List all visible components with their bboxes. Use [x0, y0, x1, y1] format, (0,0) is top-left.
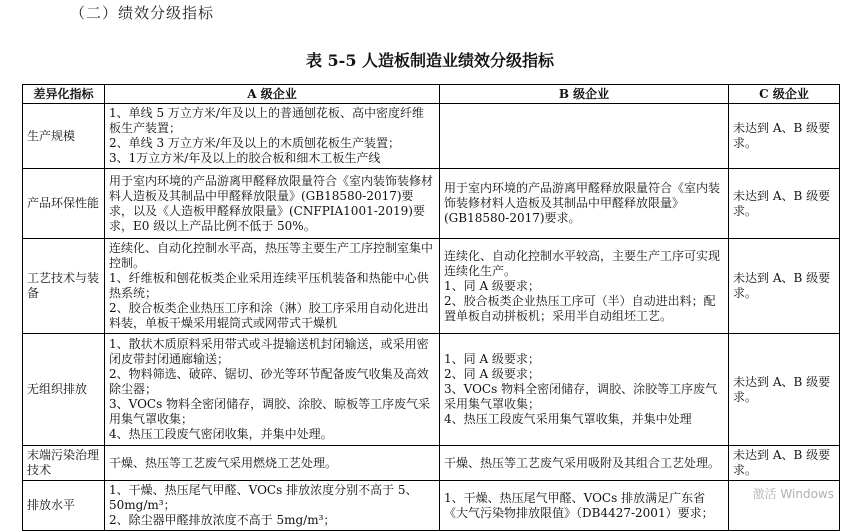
grade-b-line: 1、同 A 级要求；	[444, 278, 540, 293]
indicator-cell: 生产规模	[23, 104, 105, 169]
grade-a-line: 1、散状木质原料采用带式或斗提输送机封闭输送，或采用密闭皮带封闭通廊输送；	[109, 337, 429, 366]
grade-c-cell: 未达到 A、B 级要求。	[729, 169, 840, 239]
grade-a-cell	[105, 239, 440, 334]
grade-a-line: 2、单线 3 万立方米/年及以上的木质刨花板生产装置；	[109, 136, 400, 150]
table-row	[23, 446, 840, 481]
table-row	[23, 481, 840, 531]
grade-c-cell: 未达到 A、B 级要求。	[729, 334, 840, 446]
grade-a-cell: 干燥、热压等工艺废气采用燃烧工艺处理。	[105, 446, 440, 481]
grade-a-line: 3、VOCs 物料全密闭储存，调胶、涂胶、晾板等工序废气采用集气罩收集；	[109, 397, 431, 426]
header-grade-b: B 级企业	[440, 85, 729, 104]
grade-b-line: 3、VOCs 物料全密闭储存，调胶、涂胶等工序废气采用集气罩收集；	[444, 382, 718, 411]
grade-b-line: 2、同 A 级要求；	[444, 367, 540, 381]
grade-b-line: 1、同 A 级要求；	[444, 352, 540, 366]
table-header-row	[23, 85, 840, 104]
grade-b-cell	[440, 104, 729, 169]
grade-b-cell: 用于室内环境的产品游离甲醛释放限量符合《室内装饰装修材料人造板及其制品中甲醛释放限量》(GB18580-2017)要求。	[440, 169, 729, 239]
header-grade-a: A 级企业	[105, 85, 440, 104]
grade-a-cell	[105, 481, 440, 531]
grade-b-cell	[440, 239, 729, 334]
grade-c-cell: 未达到 A、B 级要求。	[729, 104, 840, 169]
performance-grading-table	[22, 84, 840, 531]
grade-b-cell	[440, 334, 729, 446]
grade-b-cell: 干燥、热压等工艺废气采用吸附及其组合工艺处理。	[440, 446, 729, 481]
grade-a-cell	[105, 104, 440, 169]
table-row	[23, 104, 840, 169]
indicator-cell: 产品环保性能	[23, 169, 105, 239]
grade-b-cell: 1、干燥、热压尾气甲醛、VOCs 排放满足广东省《大气污染物排放限值》（DB4427-2001）要求；	[440, 481, 729, 531]
grade-a-line: 2、物料筛选、破碎、锯切、砂光等环节配备废气收集及高效除尘器；	[109, 367, 429, 396]
grade-a-line: 2、除尘器甲醛排放浓度不高于 5mg/m³；	[109, 513, 336, 527]
grade-a-cell	[105, 334, 440, 446]
table-row	[23, 169, 840, 239]
grade-a-line: 3、1万立方米/年及以上的胶合板和细木工板生产线	[109, 151, 381, 165]
indicator-cell: 工艺技术与装备	[23, 239, 105, 334]
grade-a-line: 1、纤维板和刨花板类企业采用连续平压机装备和热能中心供热系统；	[109, 271, 429, 300]
header-grade-c: C 级企业	[729, 85, 840, 104]
grade-a-line: 1、干燥、热压尾气甲醛、VOCs 排放浓度分别不高于 5、50mg/m³；	[109, 483, 418, 512]
grade-c-cell: 未达到 A、B 级要求。	[729, 446, 840, 481]
grade-c-cell: 未达到 A、B 级要求。	[729, 239, 840, 334]
grade-b-line: 2、胶合板类企业热压工序可（半）自动进出料；配置单板自动拼板机；采用半自动组坯工艺。	[444, 293, 716, 323]
header-indicator: 差异化指标	[23, 85, 105, 104]
indicator-cell: 无组织排放	[23, 334, 105, 446]
section-title: （二）绩效分级指标	[70, 4, 215, 22]
grade-a-line: 4、热压工段废气密闭收集，并集中处理。	[109, 427, 333, 441]
table-row	[23, 239, 840, 334]
indicator-cell: 末端污染治理技术	[23, 446, 105, 481]
grade-a-cell: 用于室内环境的产品游离甲醛释放限量符合《室内装饰装修材料人造板及其制品中甲醛释放限量》(GB18580-2017)要求，以及《人造板甲醛释放限量》(CNFPIA1001-2019)要求，E0 级以上产品比例不低于 50%。	[105, 169, 440, 239]
indicator-cell: 排放水平	[23, 481, 105, 531]
grade-b-line: 4、热压工段废气采用集气罩收集，并集中处理	[444, 412, 692, 426]
grade-a-line: 2、胶合板类企业热压工序和涂（淋）胶工序采用自动化进出料装，单板干燥采用辊筒式或网带式干燥机	[109, 301, 429, 330]
grade-b-line: 连续化、自动化控制水平较高，主要生产工序可实现连续化生产。	[444, 248, 721, 278]
windows-activation-watermark: 激活 Windows	[752, 487, 834, 501]
table-row	[23, 334, 840, 446]
table-title: 表 5-5 人造板制造业绩效分级指标	[305, 51, 555, 70]
grade-a-line: 1、单线 5 万立方米/年及以上的普通刨花板、高中密度纤维板生产装置；	[109, 106, 424, 135]
grade-a-line: 连续化、自动化控制水平高，热压等主要生产工序控制室集中控制。	[109, 241, 434, 270]
